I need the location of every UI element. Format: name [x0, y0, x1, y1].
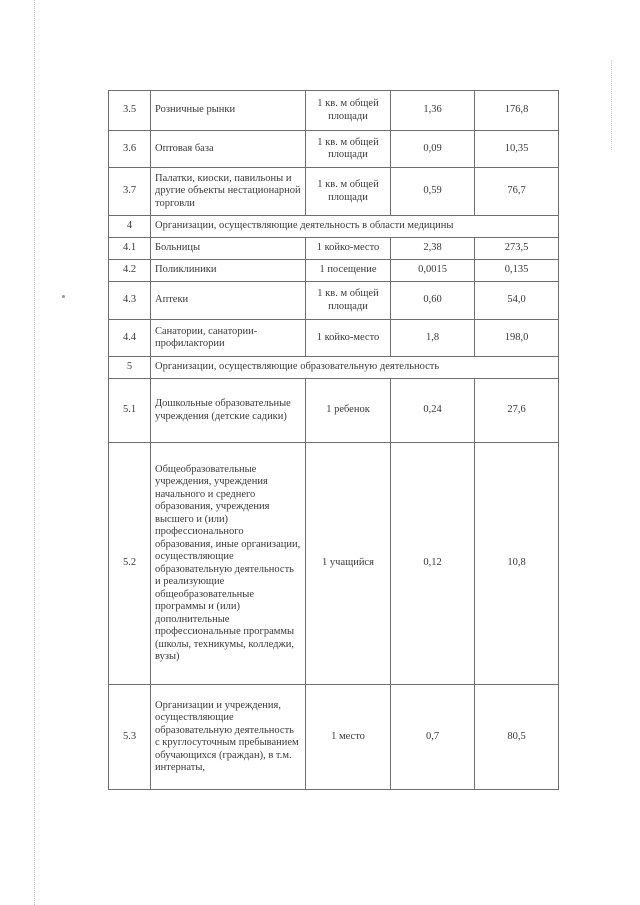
- unit-of-measure: 1 койко-место: [306, 320, 391, 357]
- section-title: Организации, осуществляющие деятельность в области медицины: [151, 216, 559, 238]
- row-number: 4: [109, 216, 151, 238]
- object-name: Общеобразовательные учреждения, учреждения начального и среднего образования, учреждения высшего и (или) профессионального образования, иные организации, осуществляющие образовательную деятельность и реализующие общеобразовательные программы и (или) дополнительные профессиональные программы (школы, техникумы, колледжи, вузы): [151, 443, 306, 685]
- table-row: [109, 443, 559, 685]
- object-name: Больницы: [151, 238, 306, 260]
- norm-value-1: 0,7: [391, 685, 475, 790]
- unit-of-measure: 1 кв. м общей площади: [306, 282, 391, 320]
- page-bottom-margin: [108, 808, 560, 905]
- table-row: [109, 685, 559, 790]
- unit-of-measure: 1 койко-место: [306, 238, 391, 260]
- table-row: [109, 320, 559, 357]
- scan-left-border: [34, 0, 35, 905]
- table-row: [109, 282, 559, 320]
- table-row: [109, 131, 559, 168]
- norm-value-2: 10,35: [475, 131, 559, 168]
- unit-of-measure: 1 кв. м общей площади: [306, 168, 391, 216]
- norm-value-1: 0,09: [391, 131, 475, 168]
- table-row: [109, 238, 559, 260]
- norm-value-1: 1,8: [391, 320, 475, 357]
- norm-value-2: 10,8: [475, 443, 559, 685]
- row-number: 5.3: [109, 685, 151, 790]
- unit-of-measure: 1 кв. м общей площади: [306, 131, 391, 168]
- norm-value-1: 0,12: [391, 443, 475, 685]
- norm-value-2: 27,6: [475, 379, 559, 443]
- norm-value-2: 54,0: [475, 282, 559, 320]
- norm-value-1: 0,24: [391, 379, 475, 443]
- norm-value-2: 76,7: [475, 168, 559, 216]
- object-name: Дошкольные образовательные учреждения (детские садики): [151, 379, 306, 443]
- row-number: 4.2: [109, 260, 151, 282]
- norms-table: [108, 90, 559, 790]
- table-row: [109, 91, 559, 131]
- table-row: [109, 260, 559, 282]
- norm-value-1: 1,36: [391, 91, 475, 131]
- scan-right-mark: [611, 60, 612, 150]
- table-row: [109, 379, 559, 443]
- object-name: Аптеки: [151, 282, 306, 320]
- table-section-row: [109, 357, 559, 379]
- table-section-row: [109, 216, 559, 238]
- table-row: [109, 168, 559, 216]
- norm-value-1: 0,59: [391, 168, 475, 216]
- section-title: Организации, осуществляющие образовательную деятельность: [151, 357, 559, 379]
- unit-of-measure: 1 ребенок: [306, 379, 391, 443]
- row-number: 4.1: [109, 238, 151, 260]
- object-name: Розничные рынки: [151, 91, 306, 131]
- row-number: 4.3: [109, 282, 151, 320]
- object-name: Санатории, санатории-профилактории: [151, 320, 306, 357]
- unit-of-measure: 1 кв. м общей площади: [306, 91, 391, 131]
- row-number: 3.7: [109, 168, 151, 216]
- object-name: Оптовая база: [151, 131, 306, 168]
- unit-of-measure: 1 место: [306, 685, 391, 790]
- unit-of-measure: 1 посещение: [306, 260, 391, 282]
- object-name: Поликлиники: [151, 260, 306, 282]
- norm-value-2: 80,5: [475, 685, 559, 790]
- norm-value-2: 0,135: [475, 260, 559, 282]
- norm-value-2: 273,5: [475, 238, 559, 260]
- norm-value-1: 0,0015: [391, 260, 475, 282]
- scan-speck: [62, 295, 65, 298]
- norm-value-2: 198,0: [475, 320, 559, 357]
- norms-table-body: [109, 91, 559, 790]
- row-number: 4.4: [109, 320, 151, 357]
- row-number: 5: [109, 357, 151, 379]
- row-number: 5.1: [109, 379, 151, 443]
- norm-value-2: 176,8: [475, 91, 559, 131]
- unit-of-measure: 1 учащийся: [306, 443, 391, 685]
- row-number: 3.6: [109, 131, 151, 168]
- object-name: Организации и учреждения, осуществляющие образовательную деятельность с круглосуточным пребыванием обучающихся (граждан), в т.м. интернаты,: [151, 685, 306, 790]
- row-number: 5.2: [109, 443, 151, 685]
- object-name: Палатки, киоски, павильоны и другие объекты нестационарной торговли: [151, 168, 306, 216]
- row-number: 3.5: [109, 91, 151, 131]
- norm-value-1: 2,38: [391, 238, 475, 260]
- norm-value-1: 0,60: [391, 282, 475, 320]
